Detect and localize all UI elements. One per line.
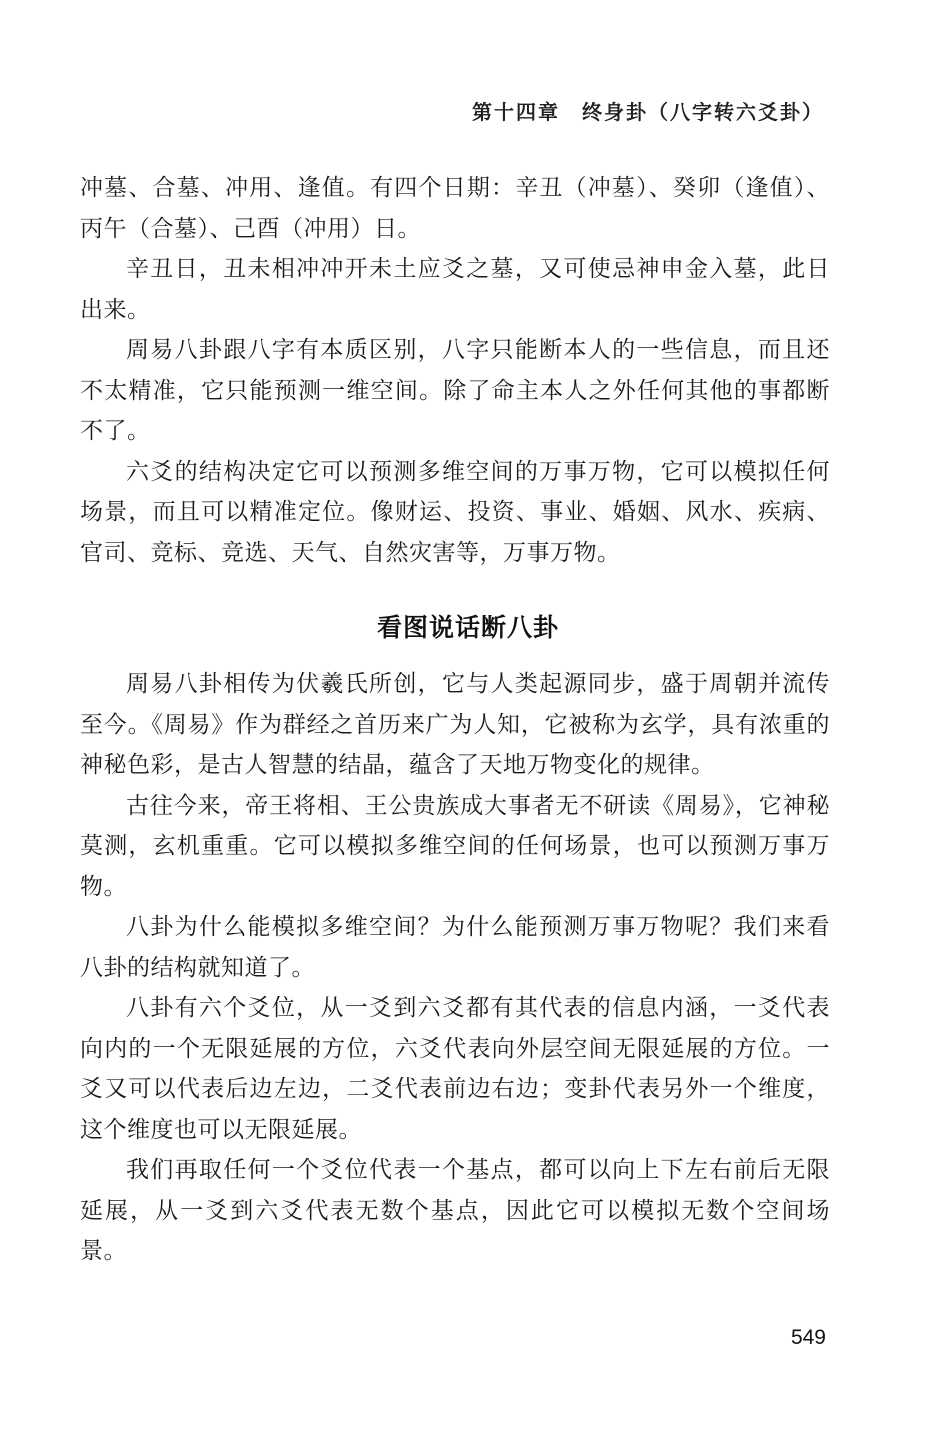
header-divider bbox=[80, 138, 830, 139]
paragraph: 我们再取任何一个爻位代表一个基点，都可以向上下左右前后无限延展，从一爻到六爻代表无数个基点，因此它可以模拟无数个空间场景。 bbox=[80, 1157, 830, 1264]
paragraph: 古往今来，帝王将相、王公贵族成大事者无不研读《周易》，它神秘莫测，玄机重重。它可以模拟多维空间的任何场景，也可以预测万事万物。 bbox=[80, 792, 830, 900]
section-text-block bbox=[80, 664, 830, 1272]
page-number: 549 bbox=[790, 1326, 826, 1349]
paragraph: 周易八卦相传为伏羲氏所创，它与人类起源同步，盛于周朝并流传至今。《周易》作为群经之首历来广为人知，它被称为玄学，具有浓重的神秘色彩，是古人智慧的结晶，蕴含了天地万物变化的规律。 bbox=[80, 671, 830, 778]
running-header: 第十四章 终身卦（八字转六爻卦） bbox=[472, 100, 824, 124]
paragraph: 周易八卦跟八字有本质区别，八字只能断本人的一些信息，而且还不太精准，它只能预测一维空间。除了命主本人之外任何其他的事都断不了。 bbox=[80, 337, 830, 444]
paragraph: 八卦有六个爻位，从一爻到六爻都有其代表的信息内涵，一爻代表向内的一个无限延展的方位，六爻代表向外层空间无限延展的方位。一爻又可以代表后边左边，二爻代表前边右边；变卦代表另外一个维度，这个维度也可以无限延展。 bbox=[80, 995, 830, 1143]
top-text-block bbox=[80, 168, 830, 573]
paragraph: 辛丑日，丑未相冲冲开未土应爻之墓，又可使忌神申金入墓，此日出来。 bbox=[80, 256, 830, 323]
paragraph-continued: 冲墓、合墓、冲用、逢值。有四个日期：辛丑（冲墓）、癸卯（逢值）、丙午（合墓）、己酉（冲用）日。 bbox=[80, 175, 830, 242]
section-heading: 看图说话断八卦 bbox=[376, 613, 559, 642]
paragraph: 八卦为什么能模拟多维空间？为什么能预测万事万物呢？我们来看八卦的结构就知道了。 bbox=[80, 914, 830, 981]
paragraph: 六爻的结构决定它可以预测多维空间的万事万物，它可以模拟任何场景，而且可以精准定位。像财运、投资、事业、婚姻、风水、疾病、官司、竞标、竞选、天气、自然灾害等，万事万物。 bbox=[80, 458, 830, 566]
